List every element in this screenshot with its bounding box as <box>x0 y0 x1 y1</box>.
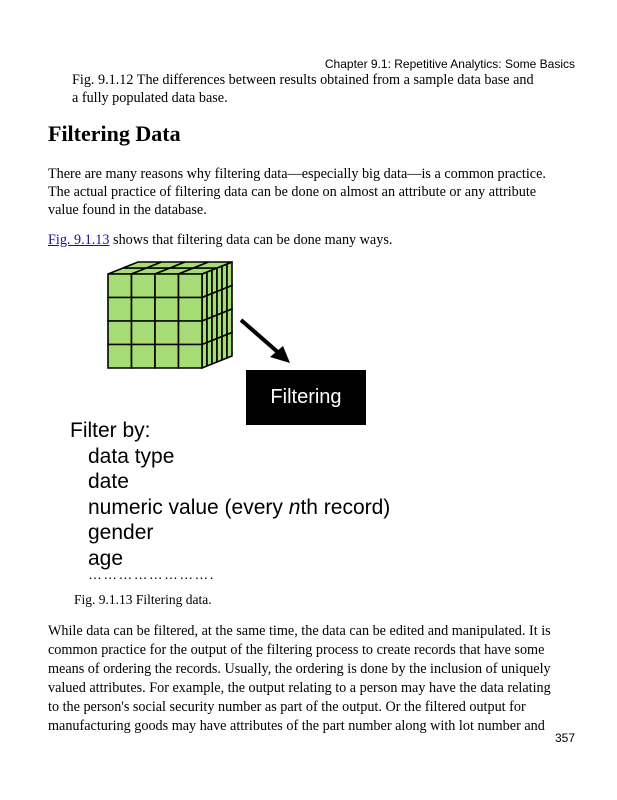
paragraph-editing <box>48 622 580 736</box>
paragraph-text: shows that filtering data can be done many ways. <box>109 232 393 248</box>
paragraph-line: value found in the database. <box>48 202 207 218</box>
filter-item-data-type: data type <box>88 444 175 468</box>
paragraph-line: The actual practice of filtering data can be done on almost an attribute or any attribute <box>48 184 537 200</box>
data-cube-icon <box>106 260 240 378</box>
cube-front-cell <box>132 345 156 369</box>
filter-item-date: date <box>88 470 129 493</box>
cube-side-cell <box>227 262 232 288</box>
paragraph-line: While data can be filtered, at the same time, the data can be edited and manipulated. It is <box>48 623 551 639</box>
filter-list-title: Filter by: <box>70 419 151 442</box>
cube-front-cell <box>132 274 156 298</box>
cube-front-cell <box>179 321 203 345</box>
paragraph-figure-reference <box>48 231 578 249</box>
cube-front-cell <box>108 298 132 322</box>
ellipsis-dots: ……………………. <box>88 566 215 582</box>
paragraph-line: means of ordering the records. Usually, the ordering is done by the inclusion of uniquely <box>48 661 551 677</box>
paragraph-line: manufacturing goods may have attributes of the part number along with lot number and <box>48 718 545 734</box>
filtering-box: Filtering <box>246 370 366 425</box>
numeric-item-text: th record) <box>300 495 391 519</box>
previous-figure-caption <box>72 71 572 107</box>
cube-side-cell <box>227 309 232 335</box>
filter-item-age: age <box>88 546 124 570</box>
cube-front-cell <box>132 321 156 345</box>
cube-front-cell <box>155 345 179 369</box>
cube-front-cell <box>108 274 132 298</box>
caption-line: a fully populated data base. <box>72 90 228 106</box>
cube-front-cell <box>179 274 203 298</box>
cube-front-cell <box>132 298 156 322</box>
figure-caption: Fig. 9.1.13 Filtering data. <box>74 592 212 607</box>
cube-side-cell <box>227 333 232 359</box>
arrow-icon <box>238 316 298 372</box>
section-heading: Filtering Data <box>48 121 181 146</box>
paragraph-line: to the person's social security number as part of the output. Or the filtered output for <box>48 699 526 715</box>
numeric-item-text: numeric value (every <box>88 495 289 519</box>
filter-item-gender: gender <box>88 521 154 544</box>
numeric-item-italic: n <box>288 495 301 519</box>
cube-front-cell <box>179 298 203 322</box>
paragraph-line: There are many reasons why filtering data—especially big data—is a common practice. <box>48 166 546 182</box>
paragraph-intro <box>48 165 578 219</box>
running-header: Chapter 9.1: Repetitive Analytics: Some Basics <box>324 57 575 71</box>
paragraph-line: common practice for the output of the filtering process to create records that have some <box>48 642 545 658</box>
filter-item-numeric-value <box>88 495 390 521</box>
cube-side-cell <box>227 286 232 312</box>
cube-front-cell <box>155 274 179 298</box>
cube-front-cell <box>108 321 132 345</box>
cube-front-cell <box>179 345 203 369</box>
cube-front-cell <box>155 321 179 345</box>
page-number: 357 <box>554 731 575 745</box>
figure-link[interactable]: Fig. 9.1.13 <box>48 232 110 248</box>
cube-front-cell <box>108 345 132 369</box>
figure-filtering <box>66 260 406 592</box>
paragraph-line: valued attributes. For example, the output relating to a person may have the data relating <box>48 680 551 696</box>
cube-front-cell <box>155 298 179 322</box>
caption-line: Fig. 9.1.12 The differences between results obtained from a sample data base and <box>72 72 534 88</box>
filter-list <box>70 418 390 571</box>
